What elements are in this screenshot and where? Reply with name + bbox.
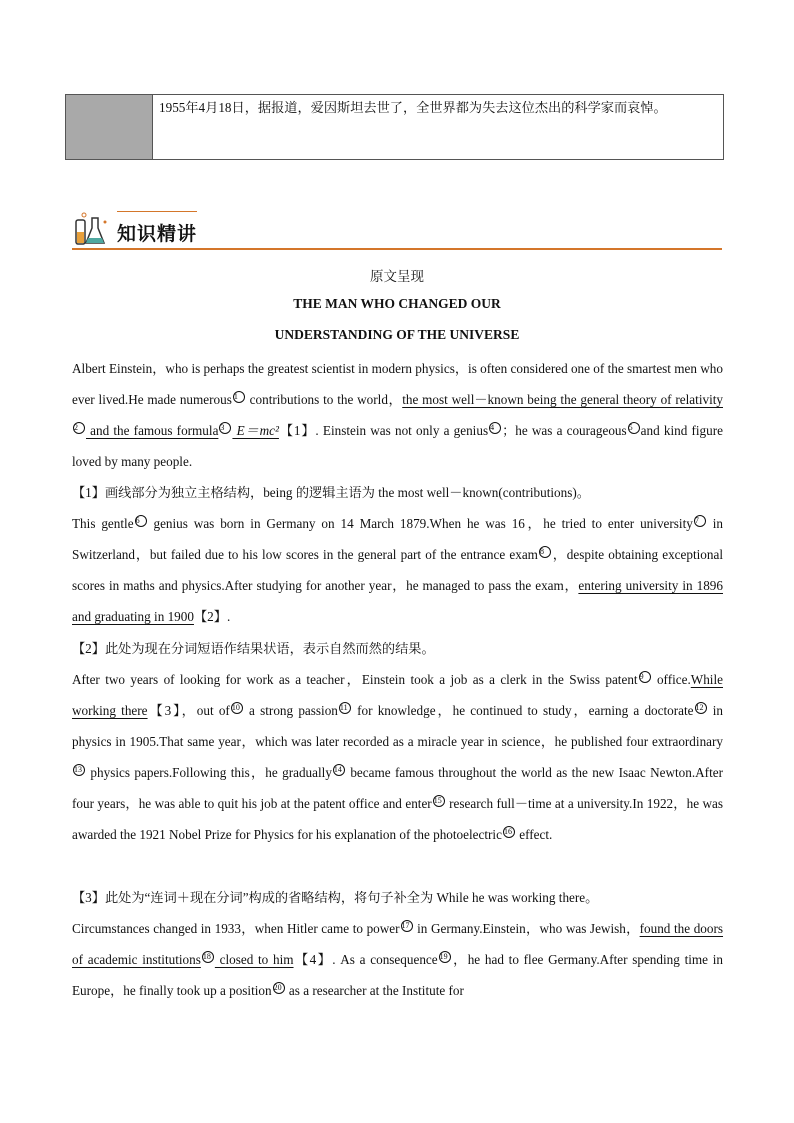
section-title: 知识精讲 bbox=[117, 223, 198, 245]
section-header bbox=[72, 208, 722, 250]
paragraph-3: After two years of looking for work as a teacher，Einstein took a job as a clerk in the Swiss patent 9 office.While working there【3】，out of 10 a strong passion 11 for knowledge，he continued to study，earning a doctorate 12 in physics in 1905.That same year，which was later recorded as a miracle year in science，he published four extraordinary13 physics papers.Following this，he gradually 14 became famous throughout the world as the new Isaac Newton.After four years，he was able to quit his job at the patent office and enter 15 research full－time at a university.In 1922，he was awarded the 1921 Nobel Prize for Physics for his explanation of the photoelectric 16 effect. bbox=[72, 671, 724, 842]
paragraph-2: This gentle 6 genius was born in Germany on 14 March 1879.When he was 16，he tried to enter university 7 in Switzerland，but failed due to his low scores in the general part of the entrance exam 8 ，despite obtaining exceptional scores in maths and physics.After studying for another year，he managed to pass the exam，entering university in 1896 and graduating in 1900【2】. bbox=[72, 515, 723, 624]
article-title-line2: UNDERSTANDING OF THE UNIVERSE bbox=[274, 327, 520, 342]
note-1: 【1】画线部分为独立主格结构，being 的逻辑主语为 the most well－known(contributions)。 bbox=[72, 485, 590, 500]
table-label-cell bbox=[66, 95, 153, 159]
paragraph-1: Albert Einstein，who is perhaps the greatest scientist in modern physics，is often considered one of the smartest men who ever lived.He made numerous 1 contributions to the world，the most well－known being the general theory of relativity2 and the famous formula 3 E＝mc²【1】. Einstein was not only a genius 4 ；he was a courageous 5 and kind figure loved by many people. bbox=[72, 361, 723, 469]
header-rule bbox=[72, 248, 722, 250]
note-2: 【2】此处为现在分词短语作结果状语，表示自然而然的结果。 bbox=[72, 641, 435, 656]
lab-flask-icon bbox=[72, 210, 110, 248]
header-top-rule bbox=[117, 211, 197, 212]
article-title-line1: THE MAN WHO CHANGED OUR bbox=[293, 296, 501, 311]
article-heading: 原文呈现 bbox=[370, 269, 424, 284]
table-text-cell: 1955年4月18日，据报道，爱因斯坦去世了，全世界都为失去这位杰出的科学家而哀悼。 bbox=[159, 100, 667, 115]
summary-table bbox=[65, 94, 724, 160]
paragraph-4: Circumstances changed in 1933，when Hitler came to power 17 in Germany.Einstein，who was Jewish，found the doors of academic institutions 18 closed to him【4】. As a consequence 19 ，he had to flee Germany.After spending time in Europe，he finally took up a position 20 as a researcher at the Institute for bbox=[72, 920, 724, 998]
note-3: 【3】此处为“连词＋现在分词”构成的省略结构，将句子补全为 While he was working there。 bbox=[72, 890, 599, 905]
